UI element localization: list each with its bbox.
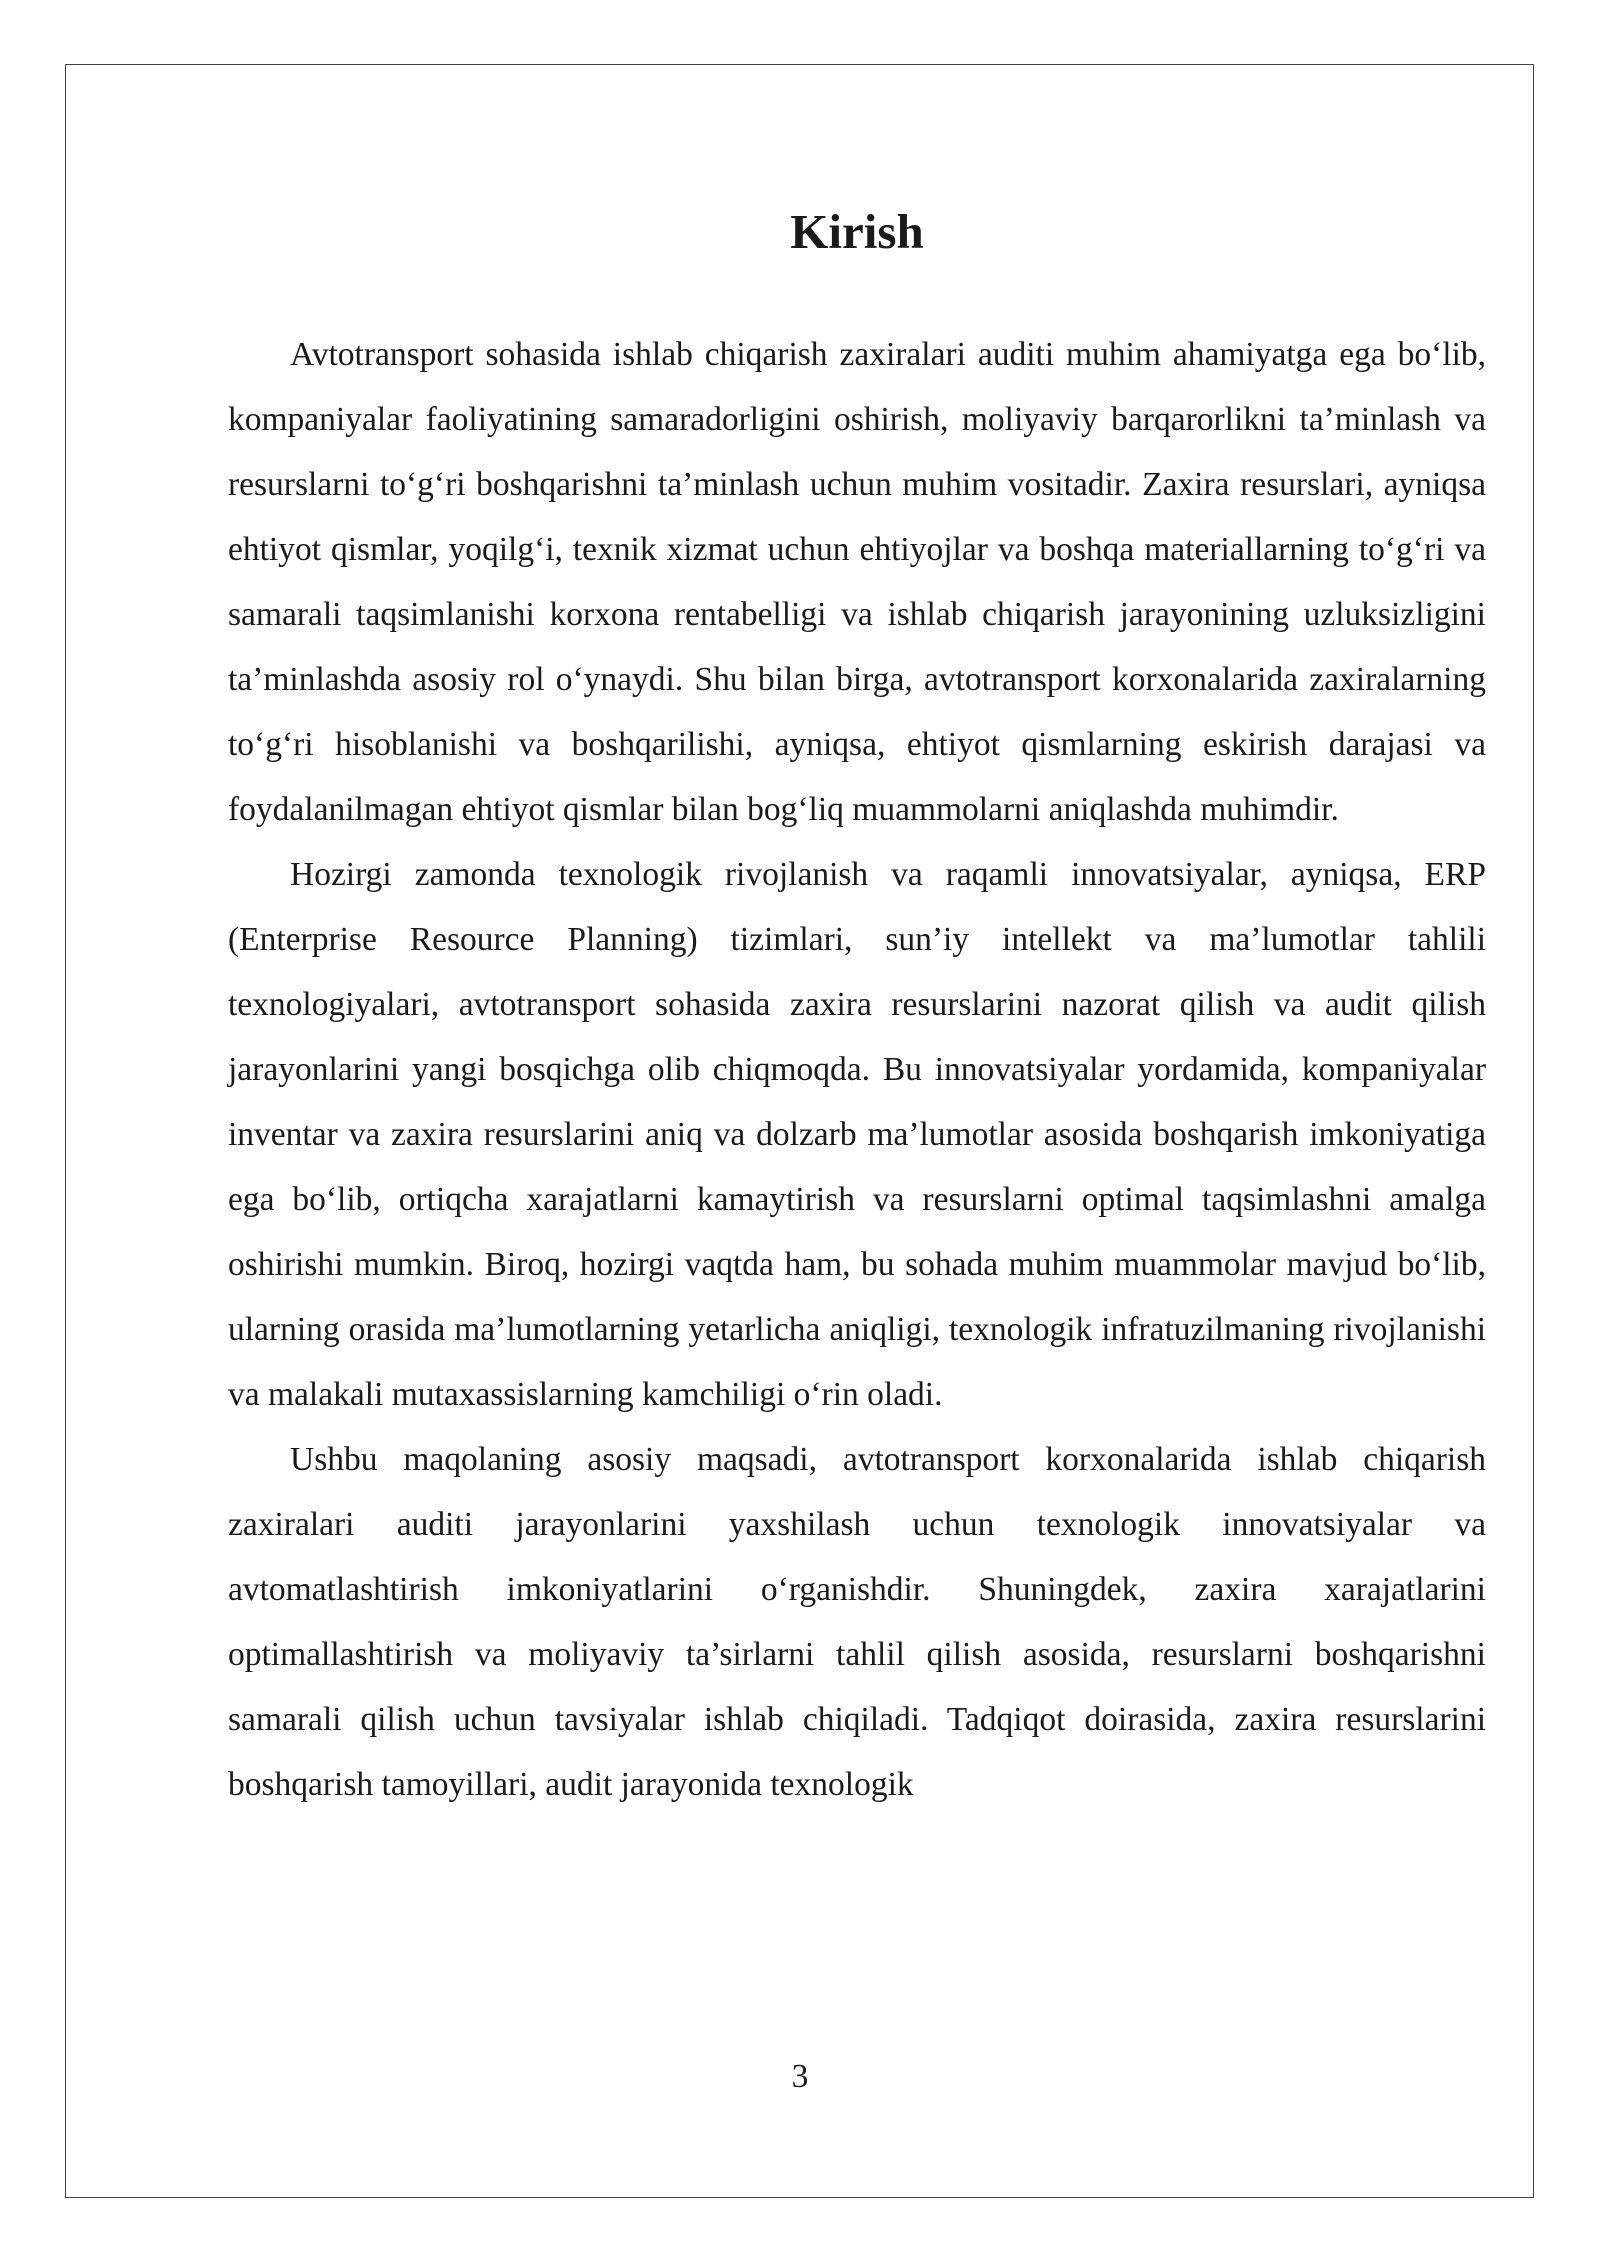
page-title: Kirish bbox=[790, 204, 924, 259]
page-number: 3 bbox=[791, 2058, 809, 2095]
page-content bbox=[228, 190, 1486, 1817]
paragraph-1: Avtotransport sohasida ishlab chiqarish zaxiralari auditi muhim ahamiyatga ega bo‘lib, kompaniyalar faoliyatining samaradorligini oshirish, moliyaviy barqarorlikni ta’minlash va resurslarni to‘g‘ri boshqarishni ta’minlash uchun muhim vositadir. Zaxira resurslari, ayniqsa ehtiyot qismlar, yoqilg‘i, texnik xizmat uchun ehtiyojlar va boshqa materiallarning to‘g‘ri va samarali taqsimlanishi korxona rentabelligi va ishlab chiqarish jarayonining uzluksizligini ta’minlashda asosiy rol o‘ynaydi. Shu bilan birga, avtotransport korxonalarida zaxiralarning to‘g‘ri hisoblanishi va boshqarilishi, ayniqsa, ehtiyot qismlarning eskirish darajasi va foydalanilmagan ehtiyot qismlar bilan bog‘liq muammolarni aniqlashda muhimdir. bbox=[228, 336, 1486, 828]
paragraph-2: Hozirgi zamonda texnologik rivojlanish va raqamli innovatsiyalar, ayniqsa, ERP (Enterprise Resource Planning) tizimlari, sun’iy intellekt va ma’lumotlar tahlili texnologiyalari, avtotransport sohasida zaxira resurslarini nazorat qilish va audit qilish jarayonlarini yangi bosqichga olib chiqmoqda. Bu innovatsiyalar yordamida, kompaniyalar inventar va zaxira resurslarini aniq va dolzarb ma’lumotlar asosida boshqarish imkoniyatiga ega bo‘lib, ortiqcha xarajatlarni kamaytirish va resurslarni optimal taqsimlashni amalga oshirishi mumkin. Biroq, hozirgi vaqtda ham, bu sohada muhim muammolar mavjud bo‘lib, ularning orasida ma’lumotlarning yetarlicha aniqligi, texnologik infratuzilmaning rivojlanishi va malakali mutaxassislarning kamchiligi o‘rin oladi. bbox=[228, 856, 1486, 1413]
paragraph-3: Ushbu maqolaning asosiy maqsadi, avtotransport korxonalarida ishlab chiqarish zaxiralari auditi jarayonlarini yaxshilash uchun texnologik innovatsiyalar va avtomatlashtirish imkoniyatlarini o‘rganishdir. Shuningdek, zaxira xarajatlarini optimallashtirish va moliyaviy ta’sirlarni tahlil qilish asosida, resurslarni boshqarishni samarali qilish uchun tavsiyalar ishlab chiqiladi. Tadqiqot doirasida, zaxira resurslarini boshqarish tamoyillari, audit jarayonida texnologik bbox=[228, 1441, 1486, 1803]
